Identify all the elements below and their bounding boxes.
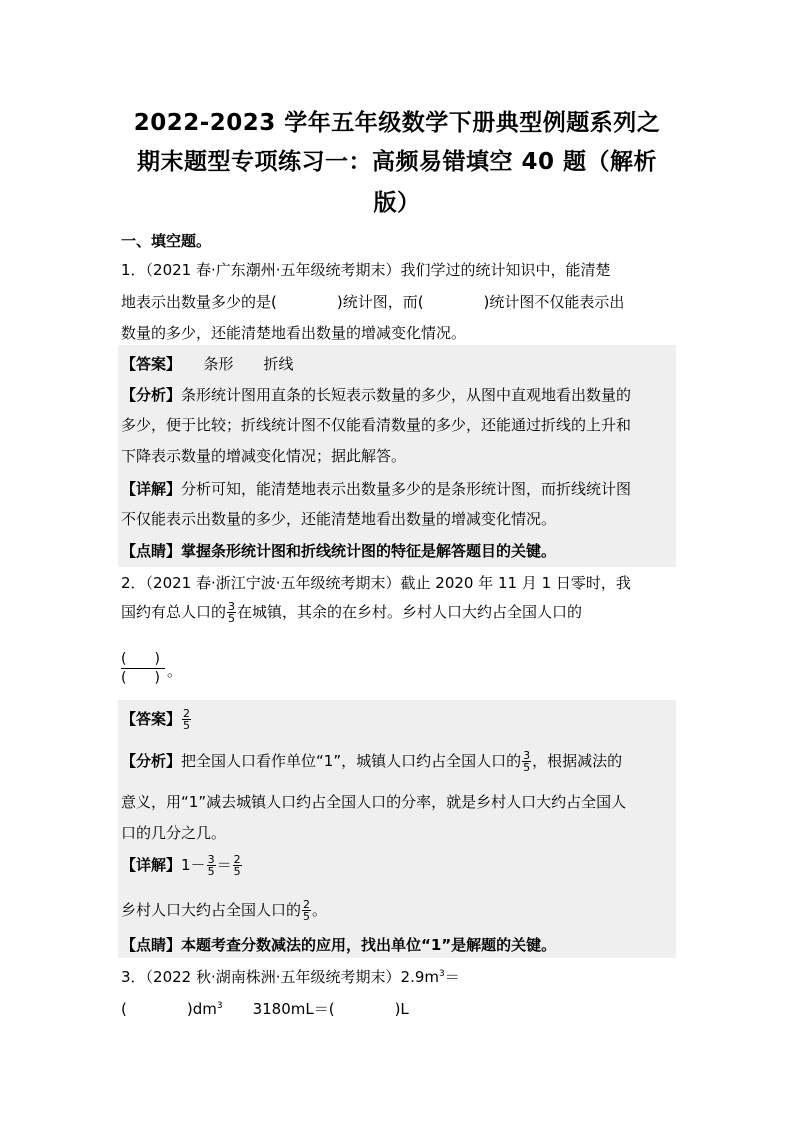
q1-detail-text-1: 分析可知，能清楚地表示出数量多少的是条形统计图，而折线统计图 [181,480,632,498]
q2-analysis-text-a: 把全国人口看作单位“1”，城镇人口约占全国人口的 [181,752,522,770]
blank-numerator[interactable]: ( ) [121,650,165,669]
q2-analysis-line-3: 口的几分之几。 [121,824,227,842]
q2-analysis-line-1 [121,750,622,773]
q3-line-1 [121,966,460,987]
point-label: 【点睛】 [121,936,182,954]
q2-answer [121,708,192,731]
q3-line-1-equals: ＝ [444,968,460,986]
fraction-2-5 [233,854,242,877]
q3-line-2 [121,998,409,1019]
section-heading: 一、填空题。 [121,232,212,250]
fraction-3-5 [207,854,216,877]
q1-analysis-text-1: 条形统计图用直条的长短表示数量的多少，从图中直观地看出数量的 [181,386,632,404]
fraction-3-5 [522,750,531,773]
q1-line-3: 数量的多少，还能清楚地看出数量的增减变化情况。 [121,324,467,342]
analysis-label: 【分析】 [121,386,182,404]
q3-line-2-text-b: 3180mL＝( )L [222,1000,409,1018]
q2-result [121,899,327,922]
q1-analysis-line-1 [121,384,631,405]
q1-analysis-line-3: 下降表示数量的增减变化情况；据此解答。 [121,447,407,465]
q2-point-text: 本题考查分数减法的应用，找出单位“1”是解题的关键。 [181,936,557,954]
fraction-denominator: 5 [183,719,191,732]
page-title-line-2: 期末题型专项练习一：高频易错填空 40 题（解析 [136,149,658,175]
answer-blank-fraction[interactable] [121,650,165,687]
q1-detail-line-2: 不仅能表示出数量的多少，还能清楚地看出数量的增减变化情况。 [121,510,557,528]
q2-line-1: 2．（2021 春·浙江宁波·五年级统考期末）截止 2020 年 11 月 1 日零时，我 [121,574,631,592]
detail-label: 【详解】 [121,480,182,498]
q1-analysis-line-2: 多少，便于比较；折线统计图不仅能看清数量的多少，还能通过折线的上升和 [121,416,632,434]
q1-answer [121,353,294,374]
q3-line-2-text-a: ( )dm [121,1000,217,1018]
q2-point [121,934,556,955]
q2-detail [121,854,243,877]
detail-expr-a: 1－ [181,856,206,874]
q2-line-2-part-b: 在城镇，其余的在乡村。乡村人口大约占全国人口的 [237,603,583,621]
fraction-denominator: 5 [228,612,236,625]
answer-label: 【答案】 [121,710,182,728]
detail-equals: ＝ [216,856,232,874]
q1-point-text: 掌握条形统计图和折线统计图的特征是解答题目的关键。 [181,542,557,560]
fraction-numerator: 3 [207,853,215,866]
q1-point [121,540,556,561]
q3-line-2-superscript: 3 [216,1001,223,1011]
q1-line-2: 地表示出数量多少的是( )统计图，而( )统计图不仅能表示出 [121,293,625,311]
answer-label: 【答案】 [121,355,174,373]
blank-denominator[interactable]: ( ) [121,670,160,686]
q2-line-2-part-a: 国约有总人口的 [121,603,227,621]
fraction-3-5 [227,601,236,624]
fraction-numerator: 3 [228,600,236,613]
q2-result-period: 。 [312,901,328,919]
fraction-numerator: 2 [183,707,191,720]
q1-answer-text: 条形 折线 [173,355,294,373]
detail-label: 【详解】 [121,856,182,874]
fraction-denominator: 5 [207,865,215,878]
fraction-denominator: 5 [523,761,531,774]
q1-detail-line-1 [121,478,631,499]
fraction-numerator: 3 [523,749,531,762]
q2-blank-period: 。 [167,662,183,680]
answer-fraction-2-5 [182,708,191,731]
analysis-label: 【分析】 [121,752,182,770]
fraction-2-5 [302,899,311,922]
q2-line-2 [121,601,582,624]
point-label: 【点睛】 [121,542,182,560]
fraction-numerator: 2 [233,853,241,866]
q3-line-1-text: 3．（2022 秋·湖南株洲·五年级统考期末）2.9m [121,968,439,986]
fraction-denominator: 5 [233,865,241,878]
fraction-denominator: 5 [303,910,311,923]
q2-analysis-line-2: 意义，用“1”减去城镇人口约占全国人口的分率，就是乡村人口大约占全国人 [121,793,627,811]
q1-line-1: 1．（2021 春·广东潮州·五年级统考期末）我们学过的统计知识中，能清楚 [121,261,611,279]
page-title-line-1: 2022-2023 学年五年级数学下册典型例题系列之 [133,110,661,136]
page-title-line-3: 版） [373,190,421,216]
fraction-numerator: 2 [303,898,311,911]
q2-result-text: 乡村人口大约占全国人口的 [121,901,302,919]
q3-line-1-superscript: 3 [439,969,445,979]
q2-analysis-text-b: ，根据减法的 [532,752,623,770]
